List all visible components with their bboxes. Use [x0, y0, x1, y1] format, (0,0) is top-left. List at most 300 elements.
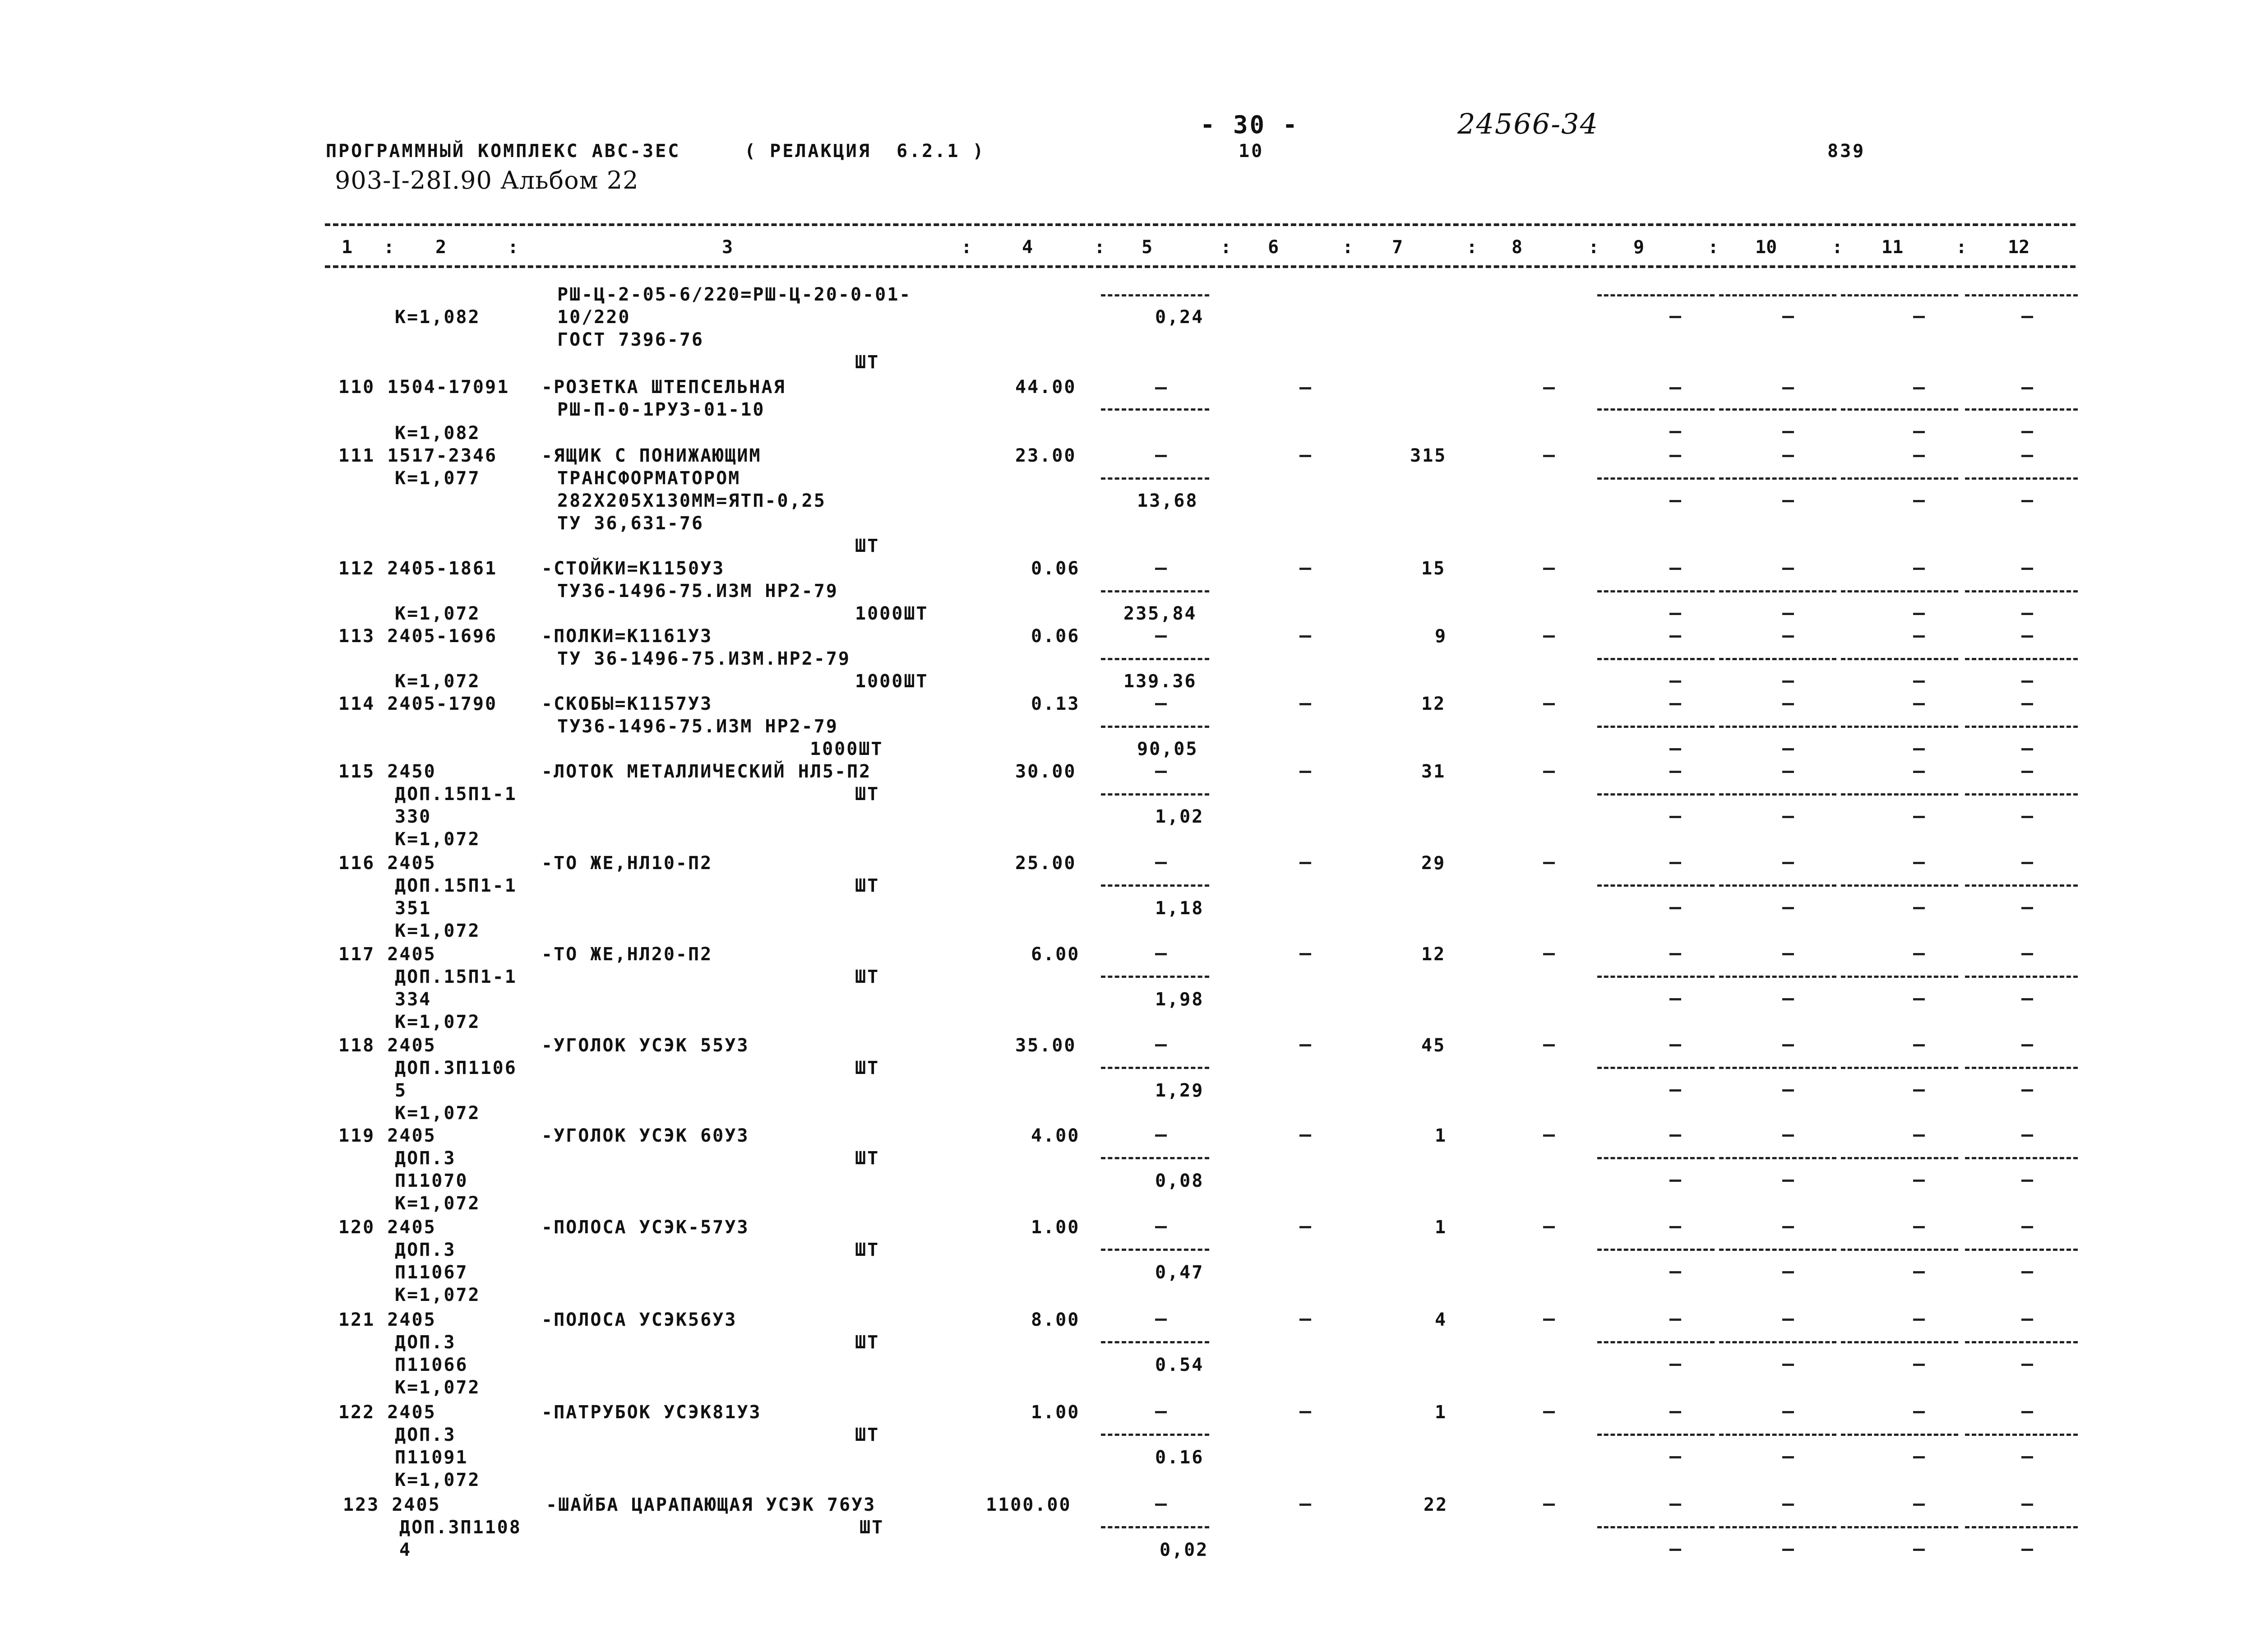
column-separator: :	[1588, 237, 1600, 258]
dash-mark	[1782, 635, 1794, 638]
column-header-2: 2	[435, 237, 447, 258]
fraction-line	[1841, 658, 1958, 660]
cell-text: К=1,077	[395, 468, 481, 489]
dash-mark	[2021, 998, 2033, 1000]
fraction-line	[1101, 1341, 1209, 1343]
dash-mark	[1913, 387, 1925, 389]
edition: ( РЕЛАКЦИЯ 6.2.1 )	[744, 141, 985, 162]
dash-mark	[1913, 748, 1925, 750]
dash-mark	[1669, 862, 1681, 864]
dash-mark	[1669, 771, 1681, 773]
column-header-10: 10	[1755, 237, 1777, 258]
fraction-line	[1597, 477, 1715, 480]
cell-text: 1	[1435, 1125, 1447, 1146]
dash-mark	[1913, 907, 1925, 909]
dash-mark	[1155, 387, 1167, 389]
cell-text: -ТО ЖЕ,НЛ10-П2	[541, 853, 713, 874]
fraction-line	[1719, 477, 1836, 480]
dash-mark	[2021, 907, 2033, 909]
dash-mark	[1299, 862, 1311, 864]
cell-text: 117 2405	[338, 944, 436, 965]
fraction-line	[1965, 976, 2078, 978]
fraction-line	[1597, 1067, 1715, 1069]
cell-text: 235,84	[1123, 603, 1197, 624]
dash-mark	[1782, 1226, 1794, 1228]
cell-text: 1	[1435, 1402, 1447, 1423]
cell-text: -СТОЙКИ=К1150У3	[541, 558, 725, 579]
dash-mark	[1782, 455, 1794, 457]
fraction-line	[1101, 408, 1209, 411]
cell-text: -ПОЛОСА УСЭК56У3	[541, 1310, 737, 1330]
dash-mark	[1913, 1319, 1925, 1321]
dash-mark	[1782, 1456, 1794, 1458]
column-header-11: 11	[1882, 237, 1904, 258]
dash-mark	[1913, 568, 1925, 570]
dash-mark	[1913, 1504, 1925, 1506]
cell-text: ГОСТ 7396-76	[557, 329, 704, 350]
dash-mark	[1155, 1411, 1167, 1413]
dash-mark	[1913, 680, 1925, 683]
dash-mark	[1543, 862, 1555, 864]
dash-mark	[2021, 1319, 2033, 1321]
cell-text: 12	[1421, 694, 1446, 714]
dash-mark	[1913, 1226, 1925, 1228]
fraction-line	[1841, 1249, 1958, 1251]
dash-mark	[2021, 1456, 2033, 1458]
fraction-line	[1719, 1434, 1836, 1436]
cell-text: -РОЗЕТКА ШТЕПСЕЛЬНАЯ	[541, 377, 786, 398]
cell-text: К=1,072	[395, 1470, 481, 1490]
cell-text: 112 2405-1861	[338, 558, 498, 579]
cell-text: 44.00	[1015, 377, 1077, 398]
album-title: 903-I-28I.90 Альбом 22	[335, 166, 639, 194]
cell-text: 25.00	[1015, 853, 1077, 874]
cell-text: -УГОЛОК УСЭК 55У3	[541, 1035, 749, 1056]
dash-mark	[1155, 1134, 1167, 1137]
cell-text: ДОП.3П1108	[399, 1517, 522, 1538]
dash-mark	[2021, 1089, 2033, 1092]
dash-mark	[1913, 1134, 1925, 1137]
dash-mark	[1669, 816, 1681, 818]
fraction-line	[1841, 726, 1958, 728]
dash-mark	[1913, 613, 1925, 615]
dash-mark	[2021, 568, 2033, 570]
fraction-line	[1101, 793, 1209, 796]
cell-text: ДОП.15П1-1	[395, 875, 517, 896]
cell-text: П11066	[395, 1355, 468, 1375]
cell-text: 1,29	[1155, 1080, 1204, 1101]
cell-text: 31	[1421, 761, 1446, 782]
cell-text: 122 2405	[338, 1402, 436, 1423]
dash-mark	[1669, 1411, 1681, 1413]
page-number: - 30 -	[1200, 111, 1299, 139]
column-separator: :	[1708, 237, 1719, 258]
dash-mark	[2021, 316, 2033, 318]
cell-text: ДОП.3	[395, 1425, 456, 1445]
dash-mark	[1913, 1456, 1925, 1458]
fraction-line	[1841, 590, 1958, 592]
dash-mark	[1782, 1549, 1794, 1551]
dash-mark	[1155, 862, 1167, 864]
dash-mark	[1913, 998, 1925, 1000]
cell-text: 15	[1421, 558, 1446, 579]
cell-text: 1,18	[1155, 898, 1204, 919]
fraction-line	[1719, 976, 1836, 978]
fraction-line	[1841, 884, 1958, 887]
dash-mark	[1913, 455, 1925, 457]
cell-text: РШ-П-0-1РУ3-01-10	[557, 399, 765, 420]
dash-mark	[1669, 907, 1681, 909]
dash-mark	[1543, 1411, 1555, 1413]
cell-text: 0,24	[1155, 307, 1204, 328]
cell-text: ШТ	[855, 1332, 880, 1353]
dash-mark	[1669, 613, 1681, 615]
dash-mark	[1782, 500, 1794, 502]
column-header-9: 9	[1633, 237, 1645, 258]
fraction-line	[1965, 884, 2078, 887]
cell-text: 1,98	[1155, 989, 1204, 1010]
column-header-1: 1	[342, 237, 353, 258]
dash-mark	[1782, 1364, 1794, 1366]
dash-mark	[1155, 1319, 1167, 1321]
dash-mark	[1299, 387, 1311, 389]
cell-text: 1.00	[1031, 1402, 1080, 1423]
fraction-line	[1965, 1526, 2078, 1528]
column-separator: :	[1094, 237, 1105, 258]
fraction-line	[1101, 976, 1209, 978]
dash-mark	[1299, 1134, 1311, 1137]
cell-text: ШТ	[855, 875, 880, 896]
cell-text: К=1,072	[395, 1012, 481, 1032]
dash-mark	[1782, 748, 1794, 750]
fraction-line	[1841, 1526, 1958, 1528]
cell-text: ДОП.3	[395, 1240, 456, 1260]
dash-mark	[1782, 1134, 1794, 1137]
column-header-3: 3	[722, 237, 733, 258]
dash-mark	[1669, 387, 1681, 389]
cell-text: К=1,072	[395, 671, 481, 692]
cell-text: 111 1517-2346	[338, 445, 498, 466]
cell-text: ДОП.3П1106	[395, 1058, 517, 1078]
column-separator: :	[1342, 237, 1354, 258]
fraction-line	[1597, 294, 1715, 296]
cell-text: 114 2405-1790	[338, 694, 498, 714]
dash-mark	[1782, 613, 1794, 615]
dash-mark	[1669, 1364, 1681, 1366]
fraction-line	[1101, 294, 1209, 296]
dash-mark	[1299, 568, 1311, 570]
dash-mark	[1155, 1504, 1167, 1506]
cell-text: 0.06	[1031, 626, 1080, 647]
cell-text: 1	[1435, 1217, 1447, 1238]
dash-mark	[1543, 635, 1555, 638]
cell-text: 0.13	[1031, 694, 1080, 714]
fraction-line	[1841, 408, 1958, 411]
cell-text: -ШАЙБА ЦАРАПАЮЩАЯ УСЭК 76У3	[546, 1495, 876, 1515]
column-separator: :	[384, 237, 395, 258]
dash-mark	[1782, 771, 1794, 773]
dash-mark	[1155, 568, 1167, 570]
dash-mark	[1155, 953, 1167, 955]
cell-text: 10/220	[557, 307, 631, 328]
dash-mark	[2021, 1364, 2033, 1366]
cell-text: ДОП.3	[395, 1332, 456, 1353]
dash-mark	[1155, 771, 1167, 773]
cell-text: 0.16	[1155, 1447, 1204, 1468]
cell-text: 121 2405	[338, 1310, 436, 1330]
dash-mark	[1782, 998, 1794, 1000]
cell-text: ТУ36-1496-75.ИЗМ НР2-79	[557, 581, 838, 602]
cell-text: 4	[1435, 1310, 1447, 1330]
fraction-line	[1841, 1341, 1958, 1343]
dash-mark	[1299, 703, 1311, 705]
fraction-line	[1597, 976, 1715, 978]
cell-text: ТРАНСФОРМАТОРОМ	[557, 468, 741, 489]
fraction-line	[1841, 1067, 1958, 1069]
fraction-line	[1597, 884, 1715, 887]
dash-mark	[1782, 703, 1794, 705]
fraction-line	[1965, 1434, 2078, 1436]
dash-mark	[1782, 1411, 1794, 1413]
dash-mark	[1913, 1364, 1925, 1366]
dash-mark	[1155, 1044, 1167, 1046]
table-top-rule	[325, 223, 2076, 226]
fraction-line	[1101, 1526, 1209, 1528]
dash-mark	[1543, 455, 1555, 457]
dash-mark	[1669, 998, 1681, 1000]
fraction-line	[1597, 1526, 1715, 1528]
dash-mark	[1913, 862, 1925, 864]
dash-mark	[1782, 316, 1794, 318]
sheet-code: 10	[1239, 141, 1264, 162]
fraction-line	[1597, 793, 1715, 796]
dash-mark	[1782, 387, 1794, 389]
cell-text: ШТ	[855, 536, 880, 556]
dash-mark	[1669, 316, 1681, 318]
dash-mark	[1782, 1319, 1794, 1321]
fraction-line	[1597, 1249, 1715, 1251]
cell-text: 30.00	[1015, 761, 1077, 782]
fraction-line	[1101, 1157, 1209, 1159]
fraction-line	[1965, 658, 2078, 660]
column-header-8: 8	[1512, 237, 1523, 258]
dash-mark	[1782, 953, 1794, 955]
cell-text: -ЛОТОК МЕТАЛЛИЧЕСКИЙ НЛ5-П2	[541, 761, 872, 782]
cell-text: 119 2405	[338, 1125, 436, 1146]
fraction-line	[1101, 590, 1209, 592]
dash-mark	[1669, 431, 1681, 433]
fraction-line	[1101, 1434, 1209, 1436]
dash-mark	[2021, 680, 2033, 683]
dash-mark	[1669, 703, 1681, 705]
column-separator: :	[1466, 237, 1478, 258]
dash-mark	[1155, 455, 1167, 457]
cell-text: -ПАТРУБОК УСЭК81У3	[541, 1402, 762, 1423]
cell-text: 139.36	[1123, 671, 1197, 692]
fraction-line	[1965, 477, 2078, 480]
dash-mark	[1913, 1411, 1925, 1413]
cell-text: 118 2405	[338, 1035, 436, 1056]
cell-text: 22	[1424, 1495, 1448, 1515]
cell-text: 8.00	[1031, 1310, 1080, 1330]
fraction-line	[1719, 1249, 1836, 1251]
dash-mark	[1782, 1044, 1794, 1046]
dash-mark	[1543, 953, 1555, 955]
cell-text: П11070	[395, 1171, 468, 1191]
dash-mark	[1669, 1044, 1681, 1046]
dash-mark	[2021, 1134, 2033, 1137]
table-header-rule	[325, 265, 2076, 268]
dash-mark	[1543, 1134, 1555, 1137]
cell-text: ШТ	[855, 1240, 880, 1260]
cell-text: 9	[1435, 626, 1447, 647]
cell-text: П11067	[395, 1262, 468, 1283]
cell-text: 1000ШТ	[810, 739, 883, 759]
cell-text: 330	[395, 806, 432, 827]
dash-mark	[2021, 862, 2033, 864]
fraction-line	[1841, 477, 1958, 480]
cell-text: РШ-Ц-2-05-6/220=РШ-Ц-20-0-01-	[557, 284, 912, 305]
cell-text: 4.00	[1031, 1125, 1080, 1146]
dash-mark	[1913, 1180, 1925, 1182]
dash-mark	[2021, 1504, 2033, 1506]
fraction-line	[1965, 408, 2078, 411]
fraction-line	[1719, 1157, 1836, 1159]
cell-text: ШТ	[855, 967, 880, 987]
dash-mark	[1299, 1319, 1311, 1321]
fraction-line	[1597, 1434, 1715, 1436]
dash-mark	[1913, 1044, 1925, 1046]
dash-mark	[1669, 1134, 1681, 1137]
column-separator: :	[1956, 237, 1967, 258]
dash-mark	[1913, 816, 1925, 818]
cell-text: 0,02	[1160, 1540, 1209, 1560]
cell-text: К=1,072	[395, 921, 481, 941]
cell-text: ТУ36-1496-75.ИЗМ НР2-79	[557, 716, 838, 737]
dash-mark	[1913, 500, 1925, 502]
fraction-line	[1841, 976, 1958, 978]
fraction-line	[1597, 658, 1715, 660]
dash-mark	[2021, 816, 2033, 818]
cell-text: -ПОЛКИ=К1161У3	[541, 626, 713, 647]
fraction-line	[1965, 793, 2078, 796]
dash-mark	[1669, 680, 1681, 683]
cell-text: 1.00	[1031, 1217, 1080, 1238]
dash-mark	[1913, 316, 1925, 318]
dash-mark	[1913, 1549, 1925, 1551]
dash-mark	[2021, 748, 2033, 750]
dash-mark	[1782, 1271, 1794, 1273]
dash-mark	[1155, 1226, 1167, 1228]
dash-mark	[2021, 953, 2033, 955]
cell-text: 0.06	[1031, 558, 1080, 579]
dash-mark	[1913, 703, 1925, 705]
dash-mark	[1669, 1549, 1681, 1551]
cell-text: ДОП.3	[395, 1148, 456, 1169]
fraction-line	[1719, 884, 1836, 887]
dash-mark	[1669, 1271, 1681, 1273]
fraction-line	[1597, 1341, 1715, 1343]
dash-mark	[1669, 1180, 1681, 1182]
cell-text: 1000ШТ	[855, 671, 929, 692]
dash-mark	[1669, 1319, 1681, 1321]
sheet-total: 839	[1827, 141, 1866, 162]
dash-mark	[1299, 455, 1311, 457]
dash-mark	[1913, 953, 1925, 955]
column-separator: :	[1832, 237, 1843, 258]
dash-mark	[2021, 635, 2033, 638]
column-header-6: 6	[1268, 237, 1279, 258]
dash-mark	[1155, 635, 1167, 638]
cell-text: 45	[1421, 1035, 1446, 1056]
cell-text: 0.54	[1155, 1355, 1204, 1375]
cell-text: К=1,082	[395, 423, 481, 444]
dash-mark	[1299, 1044, 1311, 1046]
dash-mark	[1543, 1044, 1555, 1046]
cell-text: 334	[395, 989, 432, 1010]
cell-text: 13,68	[1137, 491, 1198, 511]
dash-mark	[2021, 703, 2033, 705]
dash-mark	[1913, 1271, 1925, 1273]
cell-text: -ЯЩИК С ПОНИЖАЮЩИМ	[541, 445, 762, 466]
dash-mark	[1913, 635, 1925, 638]
fraction-line	[1597, 408, 1715, 411]
cell-text: ДОП.15П1-1	[395, 784, 517, 805]
fraction-line	[1719, 1067, 1836, 1069]
dash-mark	[1669, 748, 1681, 750]
fraction-line	[1719, 793, 1836, 796]
dash-mark	[1299, 771, 1311, 773]
dash-mark	[1782, 431, 1794, 433]
dash-mark	[1913, 431, 1925, 433]
fraction-line	[1101, 1067, 1209, 1069]
fraction-line	[1719, 1341, 1836, 1343]
cell-text: ТУ 36,631-76	[557, 513, 704, 534]
fraction-line	[1101, 477, 1209, 480]
cell-text: 4	[399, 1540, 412, 1560]
cell-text: 1000ШТ	[855, 603, 929, 624]
dash-mark	[1299, 635, 1311, 638]
dash-mark	[1543, 568, 1555, 570]
fraction-line	[1965, 1067, 2078, 1069]
cell-text: 123 2405	[343, 1495, 441, 1515]
dash-mark	[1543, 1504, 1555, 1506]
dash-mark	[2021, 1411, 2033, 1413]
dash-mark	[1669, 635, 1681, 638]
fraction-line	[1965, 294, 2078, 296]
dash-mark	[1782, 862, 1794, 864]
cell-text: 0,08	[1155, 1171, 1204, 1191]
cell-text: ТУ 36-1496-75.ИЗМ.НР2-79	[557, 648, 851, 669]
fraction-line	[1719, 294, 1836, 296]
cell-text: ДОП.15П1-1	[395, 967, 517, 987]
fraction-line	[1101, 658, 1209, 660]
dash-mark	[1299, 1226, 1311, 1228]
dash-mark	[1782, 1089, 1794, 1092]
dash-mark	[1299, 1504, 1311, 1506]
column-header-4: 4	[1022, 237, 1033, 258]
dash-mark	[1155, 703, 1167, 705]
cell-text: 315	[1410, 445, 1447, 466]
fraction-line	[1719, 1526, 1836, 1528]
dash-mark	[2021, 1226, 2033, 1228]
dash-mark	[1913, 771, 1925, 773]
cell-text: ШТ	[855, 784, 880, 805]
dash-mark	[2021, 613, 2033, 615]
fraction-line	[1965, 590, 2078, 592]
cell-text: 120 2405	[338, 1217, 436, 1238]
dash-mark	[1543, 771, 1555, 773]
